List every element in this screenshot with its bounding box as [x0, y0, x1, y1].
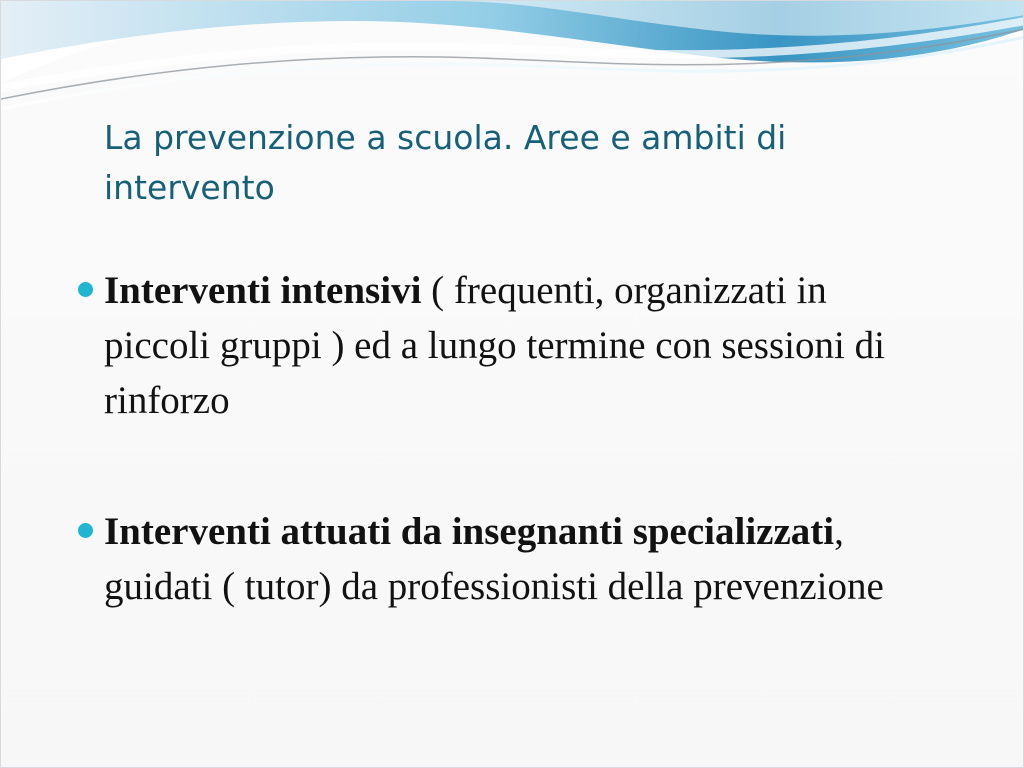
bullet-text: ( frequenti, organizzati in piccoli gruppi ) ed a lungo termine con sessioni di rinforzo: [104, 269, 885, 422]
bullet-heading: Interventi attuati da insegnanti specializzati: [104, 510, 835, 553]
bullet-icon: [78, 523, 93, 538]
bullet-list: [71, 263, 931, 614]
bullet-heading: Interventi intensivi: [104, 269, 422, 312]
bullet-icon: [78, 282, 93, 297]
decorative-wave: [1, 1, 1024, 121]
bullet-item: [71, 504, 931, 614]
slide-title: La prevenzione a scuola. Aree e ambiti di intervento: [104, 118, 787, 207]
bullet-text: , guidati ( tutor) da professionisti della prevenzione: [104, 510, 884, 608]
bullet-item: [71, 263, 931, 428]
